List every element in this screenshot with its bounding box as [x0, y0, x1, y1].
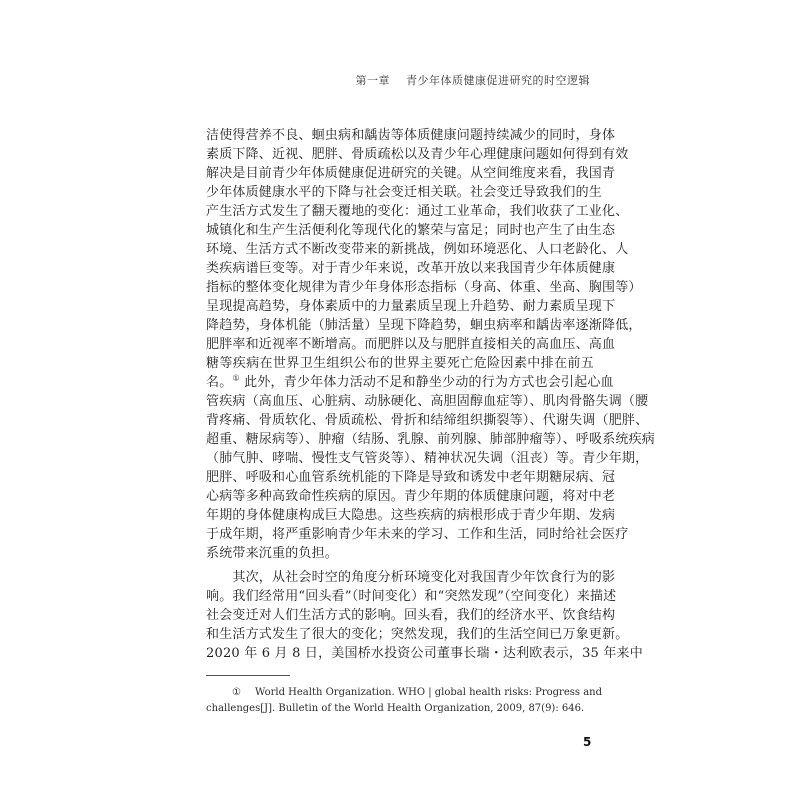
body-line: 解决是目前青少年体质健康促进研究的关键。从空间维度来看，我国青	[206, 166, 616, 181]
body-line: 肥胖率和近视率不断增高。而肥胖以及与肥胖直接相关的高血压、高血	[206, 337, 616, 352]
body-line: 背疼痛、骨质软化、骨质疏松、骨折和结缔组织撕裂等）、代谢失调（肥胖、	[206, 413, 649, 428]
footnote-marker: ①	[232, 687, 241, 698]
body-line: 其次，从社会时空的角度分析环境变化对我国青少年饮食行为的影	[206, 570, 616, 585]
paragraph-1	[206, 126, 642, 373]
body-line: 社会变迁对人们生活方式的影响。回头看，我们的经济水平、饮食结构	[206, 608, 616, 623]
body-line: 类疾病谱巨变等。对于青少年来说，改革开放以来我国青少年体质健康	[206, 261, 616, 276]
body-line: （肺气肿、哮喘、慢性支气管炎等）、精神状况失调（沮丧）等。青少年期，	[206, 451, 649, 466]
body-line: 管疾病（高血压、心脏病、动脉硬化、高胆固醇血症等）、肌肉骨骼失调（腰	[206, 394, 649, 409]
body-line: 超重、糖尿病等）、肿瘤（结肠、乳腺、前列腺、肺部肿瘤等）、呼吸系统疾病	[206, 432, 656, 447]
footnote-continuation-text: 此外，青少年体力活动不足和静坐少动的行为方式也会引起心血	[239, 375, 614, 390]
footnote	[206, 685, 602, 717]
body-line: 系统带来沉重的负担。	[206, 546, 339, 561]
footnote-reference[interactable]: ①	[232, 373, 240, 383]
body-line: 心病等多种高致命性疾病的原因。青少年期的体质健康问题，将对中老	[206, 489, 616, 504]
body-line: 素质下降、近视、肥胖、骨质疏松以及青少年心理健康问题如何得到有效	[206, 147, 629, 162]
running-header	[356, 72, 591, 88]
body-line: 指标的整体变化规律为青少年身体形态指标（身高、体重、坐高、胸围等）	[206, 280, 642, 295]
body-line: 产生活方式发生了翻天覆地的变化：通过工业革命，我们收获了工业化、	[206, 204, 629, 219]
body-line: 糖等疾病在世界卫生组织公布的世界主要死亡危险因素中排在前五	[206, 356, 594, 371]
footnote-line-1	[206, 685, 602, 701]
body-line: 少年体质健康水平的下降与社会变迁相关联。社会变迁导致我们的生	[206, 185, 603, 200]
body-line-footnote	[206, 373, 614, 392]
body-line: 肥胖、呼吸和心血管系统机能的下降是导致和诱发中老年期糖尿病、冠	[206, 470, 616, 485]
body-line: 年期的身体健康构成巨大隐患。这些疾病的病根形成于青少年期、发病	[206, 508, 616, 523]
body-line: 环境、生活方式不断改变带来的新挑战，例如环境恶化、人口老龄化、人	[206, 242, 629, 257]
footnote-anchor-text: 名。	[206, 375, 233, 390]
body-line: 呈现提高趋势，身体素质中的力量素质呈现上升趋势、耐力素质呈现下	[206, 299, 616, 314]
page-number: 5	[583, 735, 592, 749]
chapter-number: 第一章	[355, 74, 390, 87]
body-line: 洁使得营养不良、蛔虫病和龋齿等体质健康问题持续减少的同时，身体	[206, 128, 616, 143]
paragraph-2	[206, 568, 643, 663]
paragraph-1-continued	[206, 392, 656, 563]
footnote-line-2: challenges[J]. Bulletin of the World Health Organization, 2009, 87(9): 646.	[206, 703, 585, 714]
body-line: 城镇化和生产生活便利化等现代化的繁荣与富足；同时也产生了由生态	[206, 223, 616, 238]
footnote-text-1: World Health Organization. WHO | global health risks: Progress and	[254, 687, 602, 698]
footnote-divider	[206, 675, 290, 676]
body-text	[206, 126, 656, 663]
body-line: 和生活方式发生了很大的变化；突然发现，我们的生活空间已万象更新。	[206, 627, 629, 642]
body-line: 于成年期，将严重影响青少年未来的学习、工作和生活，同时给社会医疗	[206, 527, 629, 542]
body-line: 2020 年 6 月 8 日，美国桥水投资公司董事长瑞・达利欧表示，35 年来中	[206, 646, 643, 661]
chapter-title: 青少年体质健康促进研究的时空逻辑	[406, 74, 590, 87]
body-line: 降趋势，身体机能（肺活量）呈现下降趋势，蛔虫病率和龋齿率逐渐降低，	[206, 318, 642, 333]
body-line: 响。我们经常用“回头看”（时间变化）和“突然发现”（空间变化）来描述	[206, 589, 617, 604]
